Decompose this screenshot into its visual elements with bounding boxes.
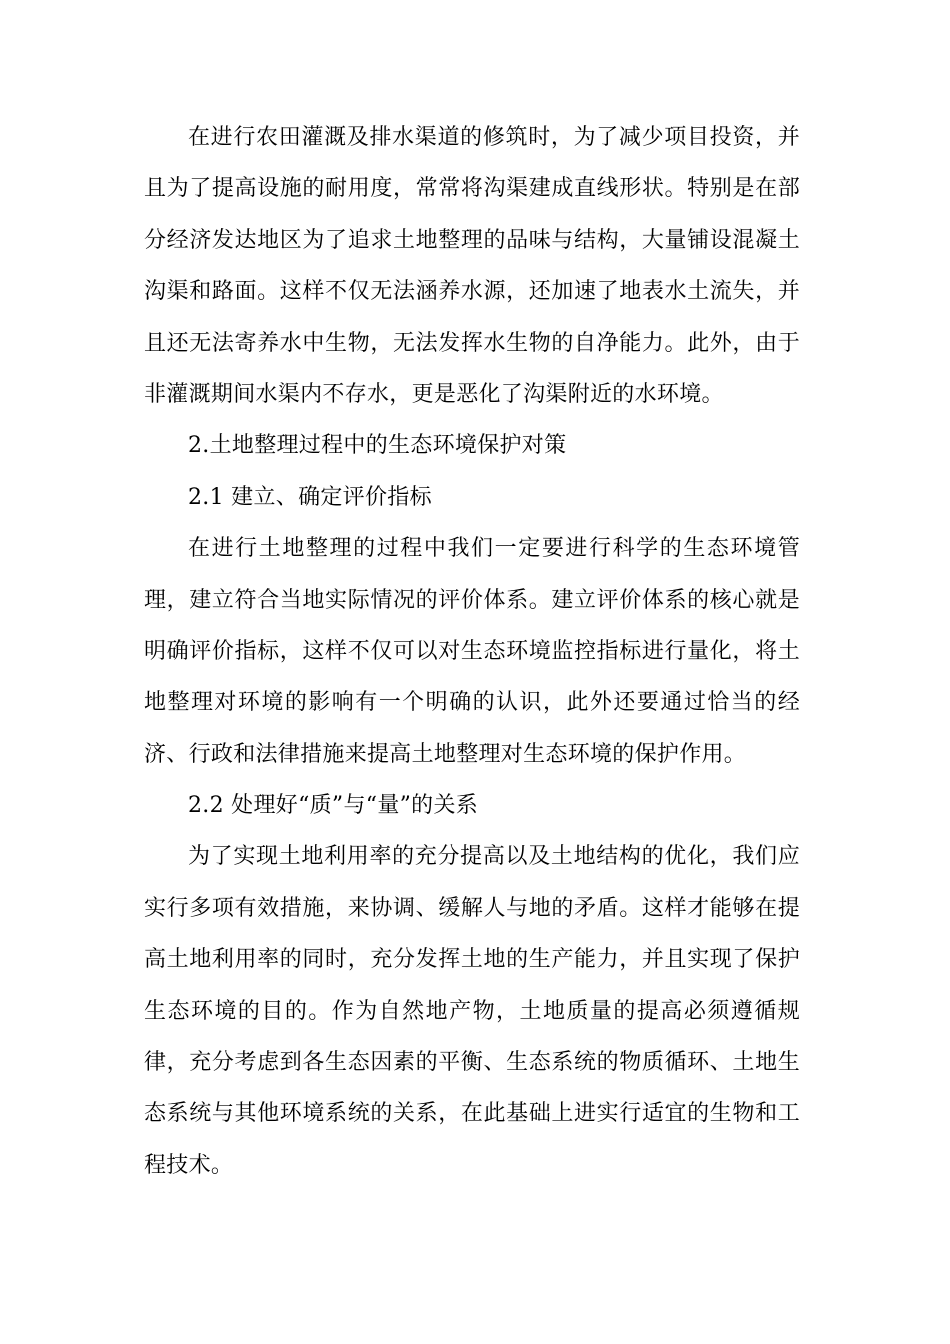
text-line: 高土地利用率的同时，充分发挥土地的生产能力，并且实现了保护 bbox=[144, 947, 800, 973]
text-line: 在进行农田灌溉及排水渠道的修筑时，为了减少项目投资，并 bbox=[188, 125, 800, 150]
text-line: 在进行土地整理的过程中我们一定要进行科学的生态环境管 bbox=[188, 536, 800, 562]
text-line: 明确评价指标，这样不仅可以对生态环境监控指标进行量化，将土 bbox=[144, 638, 800, 664]
text-line: 且为了提高设施的耐用度，常常将沟渠建成直线形状。特别是在部 bbox=[144, 176, 800, 202]
section-heading-2-1: 2.1 建立、确定评价指标 bbox=[188, 484, 432, 510]
text-line: 地整理对环境的影响有一个明确的认识，此外还要通过恰当的经 bbox=[144, 690, 800, 716]
text-line: 生态环境的目的。作为自然地产物，土地质量的提高必须遵循规 bbox=[144, 998, 800, 1024]
paragraph-evaluation-indicators bbox=[144, 523, 800, 780]
text-line: 且还无法寄养水中生物，无法发挥水生物的自净能力。此外，由于 bbox=[144, 330, 800, 356]
text-line: 程技术。 bbox=[144, 1152, 234, 1178]
paragraph-ditch-problem bbox=[144, 112, 800, 420]
text-line: 理，建立符合当地实际情况的评价体系。建立评价体系的核心就是 bbox=[144, 587, 800, 613]
text-line: 济、行政和法律措施来提高土地整理对生态环境的保护作用。 bbox=[144, 741, 747, 767]
text-line: 沟渠和路面。这样不仅无法涵养水源，还加速了地表水土流失，并 bbox=[144, 279, 800, 305]
text-line: 非灌溉期间水渠内不存水，更是恶化了沟渠附近的水环境。 bbox=[144, 381, 724, 407]
text-line: 实行多项有效措施，来协调、缓解人与地的矛盾。这样才能够在提 bbox=[144, 895, 800, 921]
text-line: 态系统与其他环境系统的关系，在此基础上进实行适宜的生物和工 bbox=[144, 1101, 800, 1127]
section-heading-2: 2.土地整理过程中的生态环境保护对策 bbox=[188, 433, 567, 459]
document-body bbox=[144, 112, 800, 1191]
text-line: 律，充分考虑到各生态因素的平衡、生态系统的物质循环、土地生 bbox=[144, 1050, 800, 1076]
paragraph-quality-quantity bbox=[144, 831, 800, 1191]
text-line: 分经济发达地区为了追求土地整理的品味与结构，大量铺设混凝土 bbox=[144, 227, 800, 253]
section-heading-2-2: 2.2 处理好“质”与“量”的关系 bbox=[188, 793, 479, 819]
text-line: 为了实现土地利用率的充分提高以及土地结构的优化，我们应 bbox=[188, 844, 800, 870]
